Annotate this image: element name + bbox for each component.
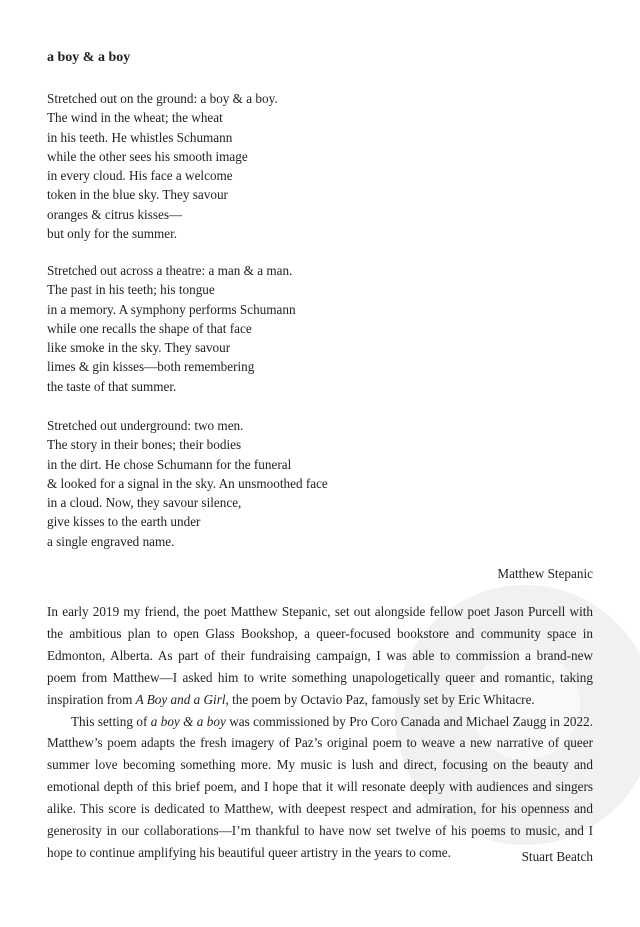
text: was commissioned by Pro Coro Canada and Michael Zaugg in 2022. Matthew’s poem adapts the fresh imagery of Paz’s original poem to weave a new narrative of queer summer love becoming something more. My music is lush and direct, focusing on the beauty and emotional depth of this brief poem, and I hope that it will resonate deeply with audiences and singers alike. This score is dedicated to Matthew, with deepest respect and admiration, for his openness and generosity in our collaborations—I’m thankful to have now set twelve of his poems to music, and I hope to continue amplifying his beautiful queer artistry in the years to come. [47,713,593,860]
poem-line: give kisses to the earth under [47,514,201,530]
poem-line: like smoke in the sky. They savour [47,340,231,356]
note-paragraph-1 [47,601,593,711]
poem-line: but only for the summer. [47,226,178,242]
stanza-3 [47,416,328,551]
poem-line: in every cloud. His face a welcome [47,168,233,184]
poet-signature: Matthew Stepanic [497,566,593,581]
poem-line: Stretched out underground: two men. [47,418,244,433]
poem-line: Stretched out across a theatre: a man & a man. [47,263,293,278]
poem-title: a boy & a boy [47,50,131,65]
italic-title: a boy & a boy [150,713,226,729]
poem-line: & looked for a signal in the sky. An unsmoothed face [47,475,328,491]
poem-line: The past in his teeth; his tongue [47,282,215,298]
text: , the poem by Octavio Paz, famously set by Eric Whitacre. [225,691,535,707]
poem-line: in the dirt. He chose Schumann for the funeral [47,456,292,472]
text: This setting of [71,713,151,729]
poem-line: a single engraved name. [47,533,175,549]
text: In early 2019 my friend, the poet Matthew Stepanic, set out alongside fellow poet Jason Purcell with the ambitious plan to open Glass Bookshop, a queer-focused bookstore and community space in Edmonton, Alberta. As part of their fundraising campaign, I was able to commission a brand-new poem from Matthew—I asked him to write something unapologetically queer and romantic, taking inspiration from [47,604,593,707]
poem-line: in a memory. A symphony performs Schumann [47,301,296,317]
poem-line: in a cloud. Now, they savour silence, [47,495,242,511]
composer-signature: Stuart Beatch [521,849,593,864]
stanza-1 [47,89,278,243]
poem-line: the taste of that summer. [47,378,177,394]
poem-line: The story in their bones; their bodies [47,437,242,453]
stanza-2 [47,261,296,396]
poem-line: limes & gin kisses—both remembering [47,359,255,375]
poem-line: token in the blue sky. They savour [47,187,228,203]
poem-line: while one recalls the shape of that face [47,320,252,336]
note-paragraph-2 [47,711,593,864]
italic-title: A Boy and a Girl [135,691,226,707]
poem-line: Stretched out on the ground: a boy & a boy. [47,91,278,106]
poem-line: The wind in the wheat; the wheat [47,110,223,126]
composer-note [47,601,593,864]
poem-line: oranges & citrus kisses— [47,206,183,222]
poem-line: while the other sees his smooth image [47,148,248,164]
poem-line: in his teeth. He whistles Schumann [47,129,233,145]
